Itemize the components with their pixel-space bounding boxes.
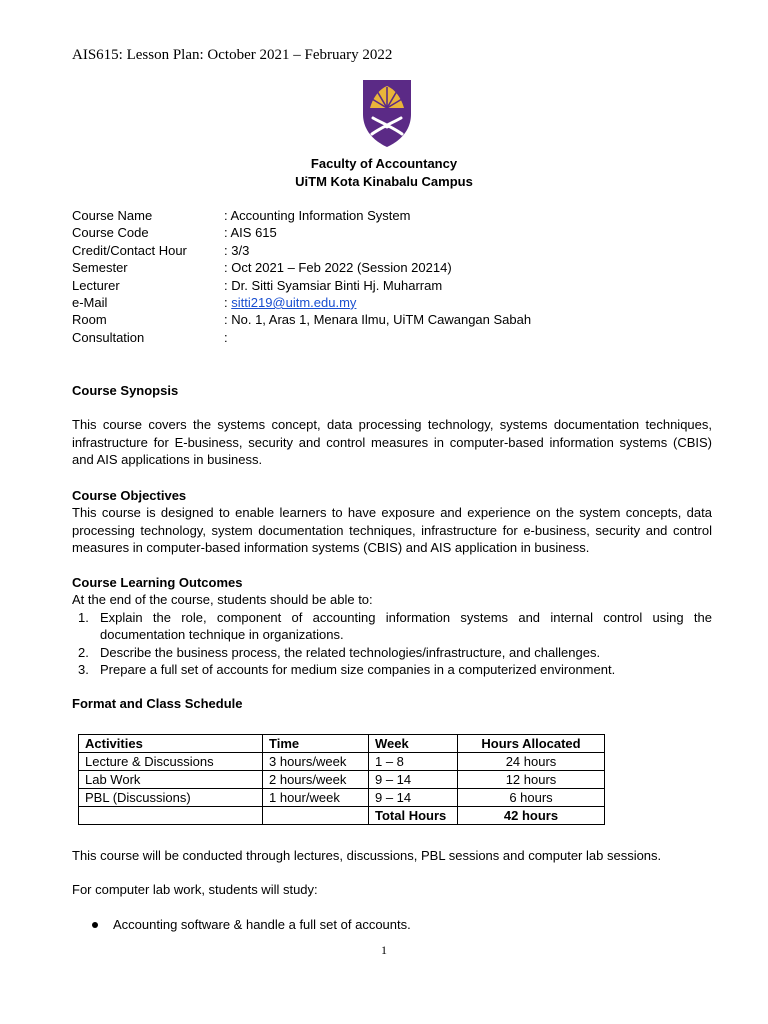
schedule-table xyxy=(78,734,605,825)
column-header: Time xyxy=(263,735,369,753)
info-value: : Dr. Sitti Syamsiar Binti Hj. Muharram xyxy=(224,277,443,293)
table-total-row xyxy=(79,807,605,825)
faculty-name: Faculty of Accountancy xyxy=(310,156,458,171)
item-text: Prepare a full set of accounts for medium size companies in a computerized environment. xyxy=(100,662,616,678)
info-label: Lecturer xyxy=(72,277,120,293)
page-number: 1 xyxy=(381,943,387,957)
uitm-logo-icon xyxy=(360,78,414,148)
list-item xyxy=(72,661,712,678)
info-value: : 3/3 xyxy=(224,242,250,258)
table-row xyxy=(79,753,605,771)
info-label: Room xyxy=(72,312,107,328)
lab-list-item xyxy=(92,917,411,932)
lab-intro: For computer lab work, students will study: xyxy=(72,882,318,897)
table-cell: 9 – 14 xyxy=(369,789,458,807)
info-label: e-Mail xyxy=(72,294,108,310)
info-value: : Accounting Information System xyxy=(224,208,411,223)
list-item xyxy=(72,609,712,644)
table-cell: 2 hours/week xyxy=(263,771,369,789)
table-header-row xyxy=(79,735,605,753)
outcomes-section xyxy=(72,574,712,678)
item-number: 3. xyxy=(78,662,89,678)
objectives-text: This course is designed to enable learners to have exposure and experience on the system concepts, data processing technology, system documentation techniques, infrastructure for e-business, security and control measures in computer-based information systems (CBIS) and AIS application in business. xyxy=(72,505,712,556)
list-item xyxy=(72,644,712,661)
info-value: : No. 1, Aras 1, Menara Ilmu, UiTM Cawangan Sabah xyxy=(224,312,532,328)
table-row xyxy=(79,771,605,789)
info-value: : Oct 2021 – Feb 2022 (Session 20214) xyxy=(224,260,452,276)
info-label: Semester xyxy=(72,260,128,276)
table-cell: 24 hours xyxy=(458,753,605,771)
campus-name: UiTM Kota Kinabalu Campus xyxy=(295,174,473,189)
schedule-section xyxy=(72,695,712,712)
email-prefix: : xyxy=(224,294,232,310)
item-number: 2. xyxy=(78,644,89,660)
schedule-heading: Format and Class Schedule xyxy=(72,696,243,711)
info-value xyxy=(224,294,356,311)
table-cell: 9 – 14 xyxy=(369,771,458,789)
info-value: : AIS 615 xyxy=(224,225,277,241)
info-label: Course Name xyxy=(72,208,153,223)
email-link[interactable]: sitti219@uitm.edu.my xyxy=(231,294,357,310)
table-cell xyxy=(79,807,263,825)
item-number: 1. xyxy=(78,609,89,625)
table-cell: 3 hours/week xyxy=(263,753,369,771)
info-label: Consultation xyxy=(72,329,145,345)
table-row xyxy=(79,789,605,807)
table-cell xyxy=(263,807,369,825)
total-label: Total Hours xyxy=(369,807,458,825)
table-cell: Lab Work xyxy=(79,771,263,789)
synopsis-heading: Course Synopsis xyxy=(72,383,179,398)
table-cell: Lecture & Discussions xyxy=(79,753,263,771)
table-cell: 12 hours xyxy=(458,771,605,789)
objectives-heading: Course Objectives xyxy=(72,488,187,503)
outcomes-heading: Course Learning Outcomes xyxy=(72,575,243,590)
objectives-section xyxy=(72,487,712,557)
item-text: Explain the role, component of accounting information systems and internal control using the documentation technique in organizations. xyxy=(100,609,712,643)
info-label: Course Code xyxy=(72,225,149,241)
total-value: 42 hours xyxy=(458,807,605,825)
lab-item-text: Accounting software & handle a full set of accounts. xyxy=(113,917,411,932)
info-value: : xyxy=(224,329,228,345)
column-header: Activities xyxy=(79,735,263,753)
column-header: Hours Allocated xyxy=(458,735,605,753)
table-cell: 6 hours xyxy=(458,789,605,807)
outcomes-list xyxy=(72,609,712,679)
table-cell: PBL (Discussions) xyxy=(79,789,263,807)
bullet-icon xyxy=(92,922,98,928)
table-cell: 1 – 8 xyxy=(369,753,458,771)
lesson-plan-header: AIS615: Lesson Plan: October 2021 – February 2022 xyxy=(72,47,393,63)
outcomes-intro: At the end of the course, students should be able to: xyxy=(72,592,373,608)
info-label: Credit/Contact Hour xyxy=(72,242,187,258)
table-cell: 1 hour/week xyxy=(263,789,369,807)
synopsis-section xyxy=(72,382,712,469)
synopsis-text: This course covers the systems concept, data processing technology, systems documentation techniques, infrastructure for E-business, security and control measures in computer-based information systems (CBIS) and AIS applications in business. xyxy=(72,417,712,468)
column-header: Week xyxy=(369,735,458,753)
conduct-text: This course will be conducted through lectures, discussions, PBL sessions and computer lab sessions. xyxy=(72,848,662,863)
item-text: Describe the business process, the related technologies/infrastructure, and challenges. xyxy=(100,644,601,660)
